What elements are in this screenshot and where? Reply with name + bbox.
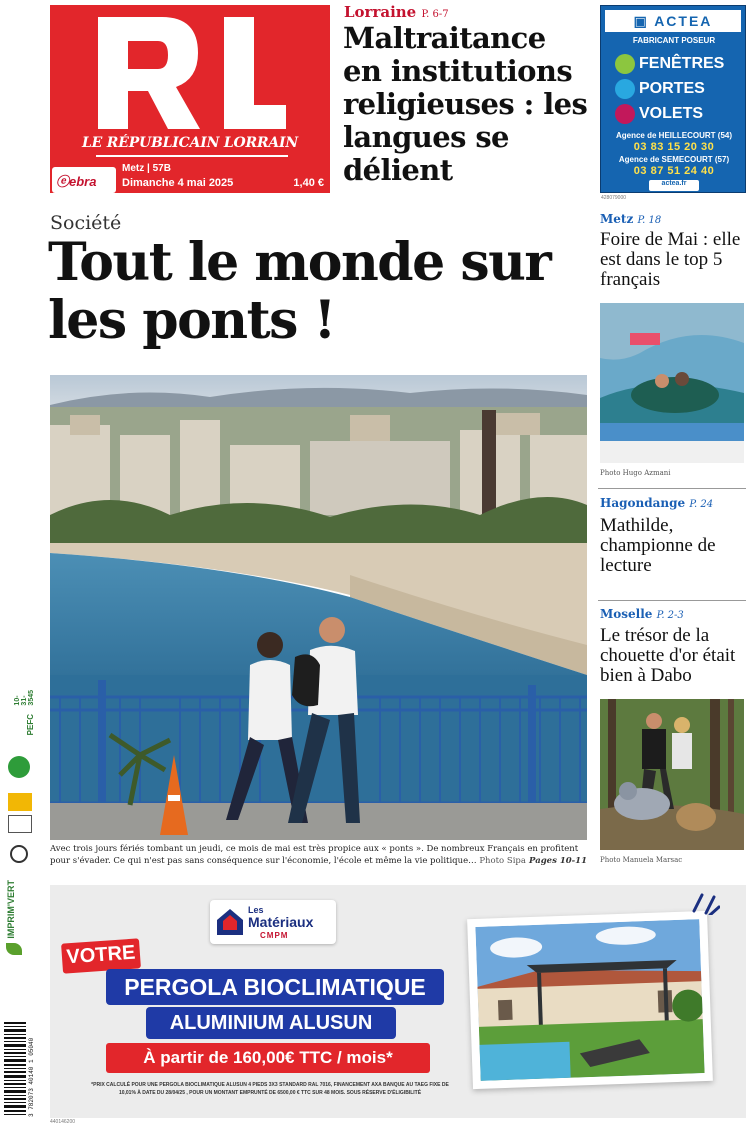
main-story-headline[interactable]: Tout le monde sur les ponts ! — [48, 232, 551, 351]
pergola-subtitle: ALUMINIUM ALUSUN — [146, 1007, 396, 1039]
photo-credit: Photo Sipa — [479, 856, 526, 866]
group-name: ebra — [69, 174, 97, 189]
tagline-rule — [96, 155, 288, 157]
cmpm-name-2: Matériaux — [248, 914, 314, 930]
main-story-section: Société — [50, 212, 122, 234]
leaf-icon — [6, 943, 22, 955]
top-story-kicker[interactable] — [344, 3, 449, 21]
sidebar-story-1-credit: Photo Hugo Azmani — [600, 469, 671, 477]
sidebar-pages: P. 18 — [637, 215, 662, 226]
sidebar-pages: P. 24 — [689, 499, 714, 510]
actea-item-label: VOLETS — [639, 105, 704, 123]
cmpm-pergola-ad[interactable] — [50, 885, 746, 1118]
sidebar-kicker-label: Moselle — [600, 607, 653, 621]
main-story-pages[interactable]: Pages 10-11 — [529, 856, 587, 866]
actea-item-label: FENÊTRES — [639, 55, 725, 73]
forest-owl-photo — [600, 699, 744, 850]
sidebar-story-1-kicker[interactable] — [600, 212, 661, 226]
main-story-photo[interactable] — [50, 375, 587, 840]
door-icon — [615, 79, 635, 99]
sidebar-divider — [598, 600, 746, 601]
sidebar-story-2-headline[interactable]: Mathilde, championne de lecture — [600, 515, 716, 576]
ebra-group-logo: ⓔebra — [52, 167, 116, 193]
barcode — [4, 1022, 40, 1117]
actea-item-shutters — [615, 104, 743, 126]
main-story-caption — [50, 843, 587, 867]
shutter-icon — [615, 104, 635, 124]
sidebar-story-3-credit: Photo Manuela Marsac — [600, 856, 683, 864]
actea-agency-1: Agence de HEILLECOURT (54) — [615, 131, 732, 140]
sidebar-story-3-photo[interactable] — [600, 699, 744, 850]
cmpm-house-icon — [214, 906, 246, 938]
actea-item-windows — [615, 54, 743, 76]
top-story-pages: P. 6-7 — [421, 9, 449, 20]
sidebar-divider — [598, 488, 746, 489]
pergola-photo — [467, 911, 713, 1089]
window-icon — [615, 54, 635, 74]
pefc-code: 10-31-3545 — [14, 690, 35, 706]
actea-ad[interactable] — [600, 5, 746, 193]
ad-fineprint: *PRIX CALCULÉ POUR UNE PERGOLA BIOCLIMATIQUE ALUSUN 4 PIEDS 3X3 STANDARD RAL 7016, FINANCEMENT AXA BANQUE AU TAEG FIXE DE 10,01% À DATE DU 28/04/25 , POUR UN MONTANT EMPRUNTÉ DE 6500,00 € TTC SUR 48 MOIS. SOUS RÉSERVE D'ÉLIGIBILITÉ — [91, 1082, 449, 1096]
sparkle-icon — [690, 889, 720, 915]
actea-subtitle: FABRICANT POSEUR — [632, 36, 716, 45]
cmpm-name-1: Les — [248, 905, 264, 915]
masthead-tagline: LE RÉPUBLICAIN LORRAIN — [82, 135, 298, 151]
pefc-text: PEFC — [26, 714, 35, 736]
top-story-kicker-label: Lorraine — [344, 3, 417, 21]
sidebar-story-1-headline[interactable]: Foire de Mai : elle est dans le top 5 français — [600, 229, 741, 290]
actea-logo-icon: ▣ — [633, 13, 655, 29]
issue-price: 1,40 € — [293, 177, 324, 189]
nice-promenade-photo — [50, 375, 587, 840]
sidebar-pages: P. 2-3 — [656, 610, 684, 621]
cmpm-logo — [210, 900, 336, 944]
actea-brand — [605, 10, 741, 32]
imprimvert-label — [6, 880, 22, 955]
fair-ride-photo — [600, 303, 744, 463]
sidebar-kicker-label: Metz — [600, 212, 634, 226]
actea-item-doors — [615, 79, 743, 101]
barcode-number: 3 782073 40140 1 05040 — [28, 1037, 35, 1117]
sidebar-story-3-headline[interactable]: Le trésor de la chouette d'or était bien à Dabo — [600, 625, 736, 686]
actea-url[interactable]: actea.fr — [649, 180, 699, 191]
caption-text: Avec trois jours fériés tombant un jeudi, ce mois de mai est très propice aux « ponts ». De nombreux Français en profitent pour s'évader. Ce qui n'est pas sans conséquence sur l'économie, l'école et même la vie politique… — [50, 844, 579, 866]
sidebar-story-3-kicker[interactable] — [600, 607, 684, 621]
sidebar-story-1-photo[interactable] — [600, 303, 744, 463]
edition-code: Metz | 57B — [122, 163, 171, 174]
sidebar-kicker-label: Hagondange — [600, 496, 686, 510]
actea-phone-2: 03 87 51 24 40 — [633, 165, 715, 177]
cmpm-name-3: CMPM — [260, 931, 289, 940]
cmpm-ad-ref: 440146200 — [50, 1119, 76, 1125]
actea-brand-label: ACTEA — [654, 13, 713, 29]
votre-badge: VOTRE — [61, 938, 141, 973]
masthead[interactable] — [50, 5, 330, 193]
quality-logo-icon — [8, 815, 32, 833]
sidebar-story-2-kicker[interactable] — [600, 496, 713, 510]
print-logo-icon — [10, 845, 28, 863]
actea-ad-ref: 428079000 — [601, 195, 627, 201]
barcode-bars — [4, 1022, 26, 1117]
top-story-headline[interactable]: Maltraitance en institutions religieuses : les langues se délient — [343, 21, 588, 187]
imprimvert-text: IMPRIM'VERT — [6, 880, 16, 939]
pergola-title: PERGOLA BIOCLIMATIQUE — [106, 969, 444, 1005]
pergola-price: À partir de 160,00€ TTC / mois* — [106, 1043, 430, 1073]
pefc-logo-icon — [8, 756, 30, 778]
issue-date: Dimanche 4 mai 2025 — [122, 177, 234, 189]
actea-item-label: PORTES — [639, 80, 705, 98]
recycle-logo-icon — [8, 793, 32, 811]
pergola-illustration — [475, 919, 704, 1081]
newspaper-logo — [90, 9, 290, 134]
actea-phone-1: 03 83 15 20 30 — [633, 141, 715, 153]
actea-agency-2: Agence de SEMECOURT (57) — [618, 155, 730, 164]
